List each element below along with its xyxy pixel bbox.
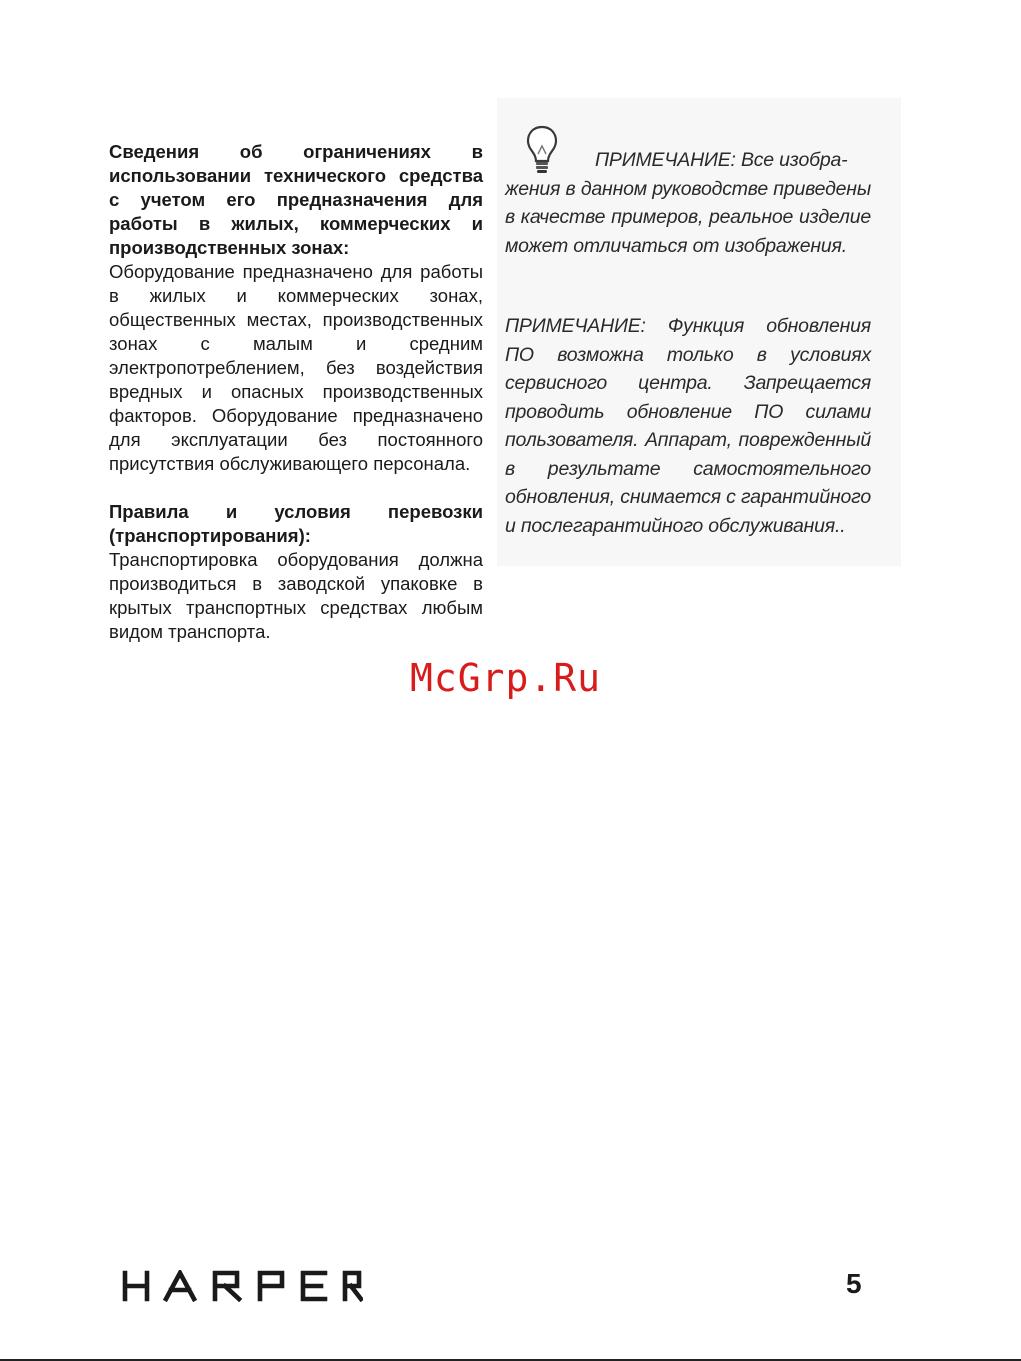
notes-panel xyxy=(497,98,901,566)
watermark: McGrp.Ru xyxy=(410,656,602,700)
left-column xyxy=(109,140,483,644)
section-body-transport: Транспортировка оборудования должна производиться в заводской упаковке в крытых транспортных средствах любым видом транспорта. xyxy=(109,549,483,642)
section-heading-restrictions: Сведения об ограничениях в использовании технического средства с учетом его предназначения для работы в жилых, коммерческих и производственных зонах: xyxy=(109,141,483,258)
section-body-restrictions: Оборудование предназначено для работы в жилых и коммерческих зонах, общественных местах, производственных зонах с малым и средним электропотреблением, без воздействия вредных и опасных производственных факторов. Оборудование предназначено для эксплуатации без постоянного присутствия обслуживающего персонала. xyxy=(109,261,483,474)
section-gap xyxy=(109,476,483,500)
harper-logo xyxy=(121,1270,363,1302)
page-number: 5 xyxy=(846,1268,862,1299)
note-line: ПРИМЕЧАНИЕ: Все изобра- xyxy=(595,149,848,171)
note-line: жения в данном руководстве приведены в качестве примеров, реальное изделие может отличаться от изображения. xyxy=(505,177,871,257)
note-firmware-update: ПРИМЕЧАНИЕ: Функция обновления ПО возможна только в условиях сервисного центра. Запрещается проводить обновление ПО силами пользователя. Аппарат, поврежденный в результате самостоятельного обновления, снимается с гарантийного и послегарантийного обслуживания.. xyxy=(505,315,871,537)
section-heading-transport: Правила и условия перевозки (транспортирования): xyxy=(109,501,483,546)
note-images-disclaimer xyxy=(505,146,871,260)
